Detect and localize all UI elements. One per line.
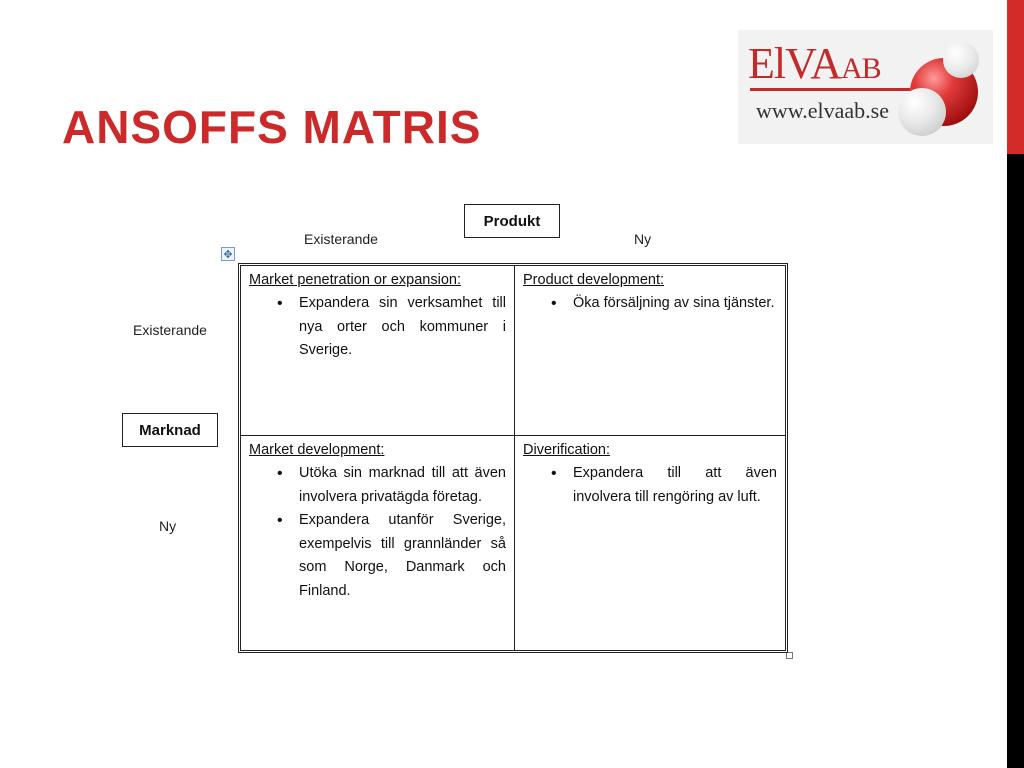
product-axis-label: Produkt <box>464 204 560 238</box>
list-item: • Öka försäljning av sina tjänster. <box>523 292 777 316</box>
logo-underline <box>750 88 910 91</box>
cell-market-development <box>241 436 514 650</box>
cell-market-penetration <box>241 266 514 435</box>
list-item: • Utöka sin marknad till att även involvera privatägda företag. <box>249 462 506 509</box>
cell-heading: Product development: <box>523 272 665 288</box>
list-item: • Expandera utanför Sverige, exempelvis till grannländer så som Norge, Danmark och Finland. <box>249 509 506 603</box>
cell-heading: Market development: <box>249 442 385 458</box>
resize-handle-icon[interactable] <box>786 652 793 659</box>
logo-brand: ElVAAB <box>748 39 881 88</box>
list-item: • Expandera till att även involvera till rengöring av luft. <box>523 462 777 509</box>
logo-white-ball <box>898 88 946 136</box>
market-axis-label: Marknad <box>122 413 218 447</box>
ansoff-matrix-table <box>238 263 788 653</box>
side-accent-bar-black <box>1007 154 1024 768</box>
column-label-existing: Existerande <box>304 231 378 247</box>
list-item: • Expandera sin verksamhet till nya orter och kommuner i Sverige. <box>249 292 506 363</box>
side-accent-bar-red <box>1007 0 1024 154</box>
row-label-existing: Existerande <box>133 322 207 338</box>
cell-heading: Market penetration or expansion: <box>249 272 461 288</box>
cell-heading: Diverification: <box>523 442 611 458</box>
slide-title: ANSOFFS MATRIS <box>62 101 482 153</box>
logo-url: www.elvaab.se <box>756 98 889 123</box>
row-label-new: Ny <box>159 518 177 534</box>
elvaab-logo <box>738 30 993 144</box>
cell-product-development <box>515 266 785 435</box>
logo-white-ball-small <box>943 42 979 78</box>
move-icon[interactable]: ✥ <box>221 247 235 261</box>
cell-diversification <box>515 436 785 650</box>
column-label-new: Ny <box>634 231 652 247</box>
